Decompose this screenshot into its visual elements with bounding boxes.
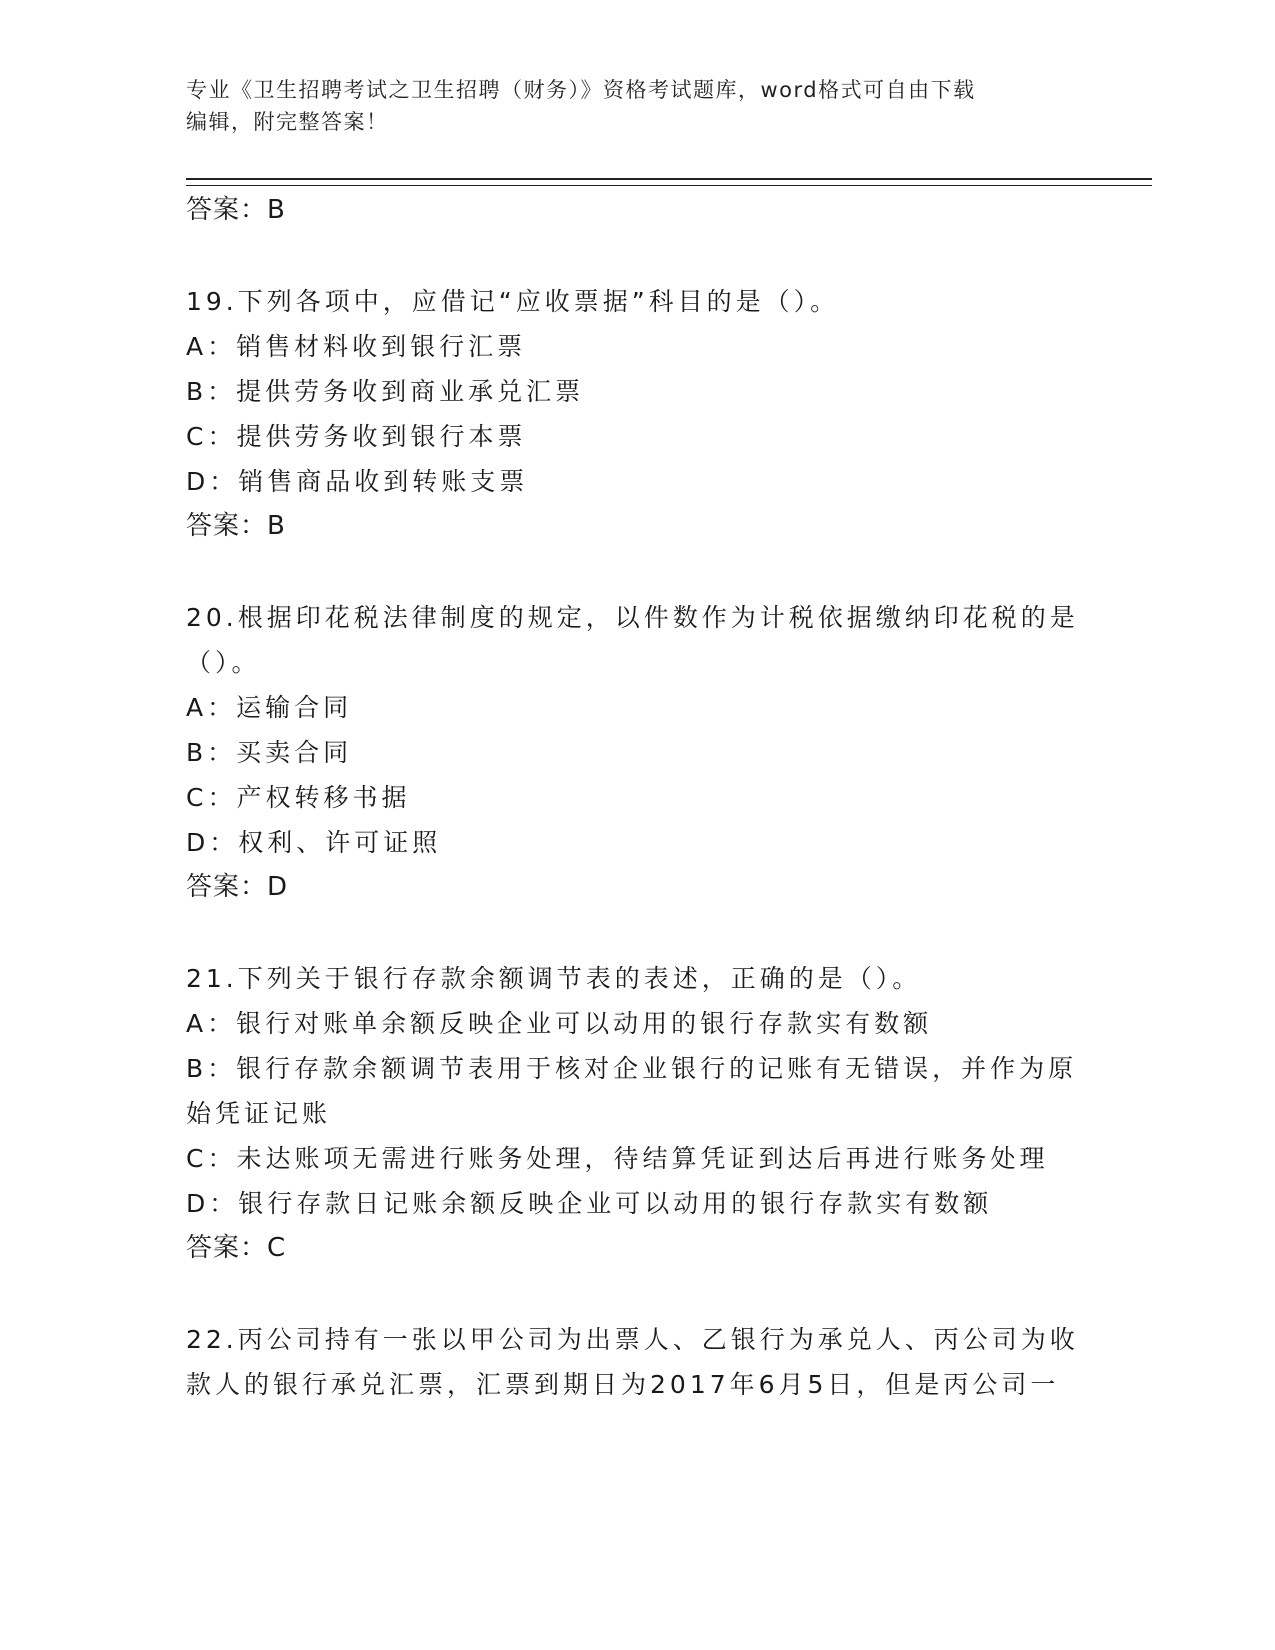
header-line-1: 专业《卫生招聘考试之卫生招聘（财务）》资格考试题库，word格式可自由下载 <box>186 78 976 102</box>
previous-answer: 答案：B <box>186 195 286 225</box>
option-d: D：销售商品收到转账支票 <box>186 467 529 496</box>
question-stem: 21.下列关于银行存款余额调节表的表述，正确的是（）。 <box>186 964 922 993</box>
option-b: B：买卖合同 <box>186 738 353 767</box>
question-content <box>186 188 1086 1407</box>
question-22 <box>186 1317 1086 1407</box>
option-c: C：产权转移书据 <box>186 783 411 812</box>
question-stem: 20.根据印花税法律制度的规定，以件数作为计税依据缴纳印花税的是 <box>186 603 1079 632</box>
answer: 答案：C <box>186 1233 287 1263</box>
question-stem-continued: （）。 <box>186 648 261 677</box>
header-line-2: 编辑，附完整答案！ <box>186 110 389 134</box>
question-stem: 22.丙公司持有一张以甲公司为出票人、乙银行为承兑人、丙公司为收 <box>186 1325 1079 1354</box>
question-20 <box>186 595 1086 910</box>
option-a: A：银行对账单余额反映企业可以动用的银行存款实有数额 <box>186 1009 933 1038</box>
option-d: D：银行存款日记账余额反映企业可以动用的银行存款实有数额 <box>186 1189 993 1218</box>
option-a: A：运输合同 <box>186 693 353 722</box>
option-a: A：销售材料收到银行汇票 <box>186 332 527 361</box>
question-stem-continued: 款人的银行承兑汇票，汇票到期日为2017年6月5日，但是丙公司一 <box>186 1370 1060 1399</box>
page-header <box>186 74 1066 138</box>
question-stem: 19.下列各项中，应借记“应收票据”科目的是（）。 <box>186 287 840 316</box>
option-c: C：提供劳务收到银行本票 <box>186 422 527 451</box>
option-b: B：提供劳务收到商业承兑汇票 <box>186 377 585 406</box>
option-d: D：权利、许可证照 <box>186 828 442 857</box>
option-c: C：未达账项无需进行账务处理，待结算凭证到达后再进行账务处理 <box>186 1144 1049 1173</box>
question-19 <box>186 279 1086 549</box>
answer: 答案：B <box>186 511 286 541</box>
option-b: B：银行存款余额调节表用于核对企业银行的记账有无错误，并作为原 <box>186 1054 1078 1083</box>
answer: 答案：D <box>186 872 289 902</box>
question-21 <box>186 956 1086 1271</box>
header-divider <box>186 178 1152 186</box>
option-b-continued: 始凭证记账 <box>186 1099 332 1128</box>
